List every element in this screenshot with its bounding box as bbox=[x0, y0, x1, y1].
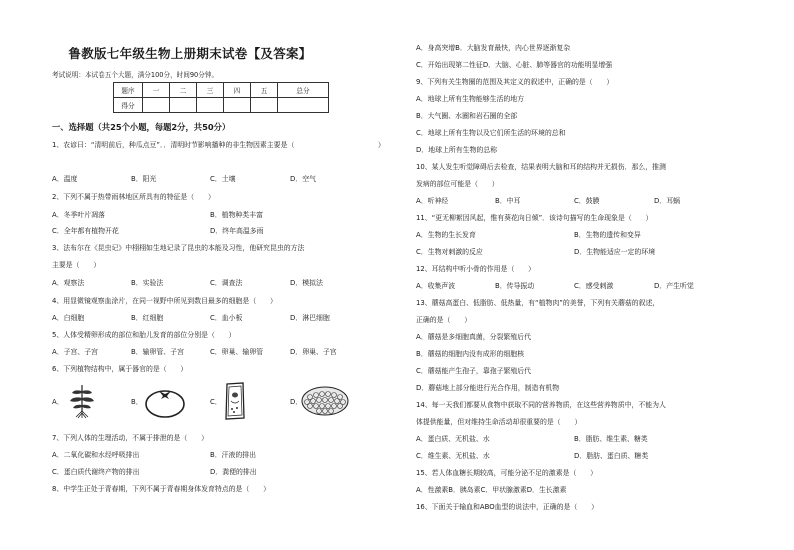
choice: B． bbox=[131, 398, 143, 406]
choice: A．二氧化碳和水经呼吸排出 bbox=[52, 451, 140, 459]
choice: B．输卵管、子宫 bbox=[131, 348, 184, 356]
tomato-icon bbox=[143, 385, 187, 419]
section-heading: 一、选择题（共25个小题，每题2分，共50分） bbox=[52, 122, 231, 132]
score-row-label: 得分 bbox=[114, 98, 143, 113]
choice: A．蛋白质、无机盐、水 bbox=[416, 435, 490, 443]
score-cell bbox=[224, 98, 251, 113]
question-stem: 正确的是（ ） bbox=[416, 316, 472, 324]
choice: A．观察法 bbox=[52, 279, 85, 287]
question-stem: 14、每一天我们都要从食物中获取不同的营养物质，在这些营养物质中，不能为人 bbox=[416, 401, 666, 409]
choice: C．土壤 bbox=[210, 175, 236, 183]
choice: B．红细胞 bbox=[131, 314, 164, 322]
question-stem: A．身高突增B．大脑发育最快，内心世界逐渐复杂 bbox=[416, 44, 571, 52]
choice: B．汗液的排出 bbox=[210, 451, 257, 459]
choice: B．传导振动 bbox=[495, 282, 535, 290]
choice: C．蛋白质代谢终产物的排出 bbox=[52, 468, 140, 476]
choice: A．温度 bbox=[52, 175, 78, 183]
choice: C．全年都有植物开花 bbox=[52, 227, 119, 235]
choice: A．听神经 bbox=[416, 197, 449, 205]
choice: D．粪便的排出 bbox=[210, 468, 257, 476]
choice: C．卵巢、输卵管 bbox=[210, 348, 264, 356]
exam-title: 鲁教版七年级生物上册期末试卷【及答案】 bbox=[68, 46, 312, 61]
choice: C．鼓膜 bbox=[574, 197, 600, 205]
choice: C．血小板 bbox=[210, 314, 243, 322]
question-stem: A．蘑菇是多细胞真菌，分裂繁殖后代 bbox=[416, 333, 531, 341]
choice: D．生物能适应一定的环境 bbox=[574, 248, 656, 256]
question-stem: 发病的部位可能是（ ） bbox=[416, 180, 499, 188]
score-header-cell: 一 bbox=[143, 83, 170, 98]
choice: D．耳蜗 bbox=[654, 197, 680, 205]
plant-icon bbox=[66, 383, 98, 419]
question-stem: 6、下列植物结构中，属于器官的是（ ） bbox=[52, 365, 188, 373]
choice: A．冬季叶片凋落 bbox=[52, 211, 105, 219]
choice: A． bbox=[52, 398, 64, 406]
question-stem: 体提供能量，但对维持生命活动却很重要的是（ ） bbox=[416, 418, 582, 426]
choice: C．调查法 bbox=[210, 279, 243, 287]
score-header-cell: 三 bbox=[197, 83, 224, 98]
question-stem: ） bbox=[378, 141, 385, 149]
choice: B．植物种类丰富 bbox=[210, 211, 263, 219]
choice: D．空气 bbox=[290, 175, 316, 183]
question-stem: C．地球上所有生物以及它们所生活的环境的总和 bbox=[416, 129, 566, 137]
choice: B．生物的遗传和变异 bbox=[574, 231, 641, 239]
question-stem: 16、下面关于输血和ABO血型的说法中，正确的是（ ） bbox=[416, 503, 598, 511]
exam-note: 考试说明：本试卷五个大题，满分100分，时间90分钟。 bbox=[52, 71, 219, 79]
choice: D．脂肪、蛋白质、糖类 bbox=[574, 452, 649, 460]
score-row bbox=[114, 98, 329, 113]
choice: D．卵巢、子宫 bbox=[290, 348, 337, 356]
question-stem: 15、若人体血糖长期较高，可能分泌不足的激素是（ ） bbox=[416, 469, 598, 477]
question-stem: 10、某人发生听觉障碍后去检查，结果表明大脑和耳的结构并无损伤．那么，推测 bbox=[416, 163, 666, 171]
question-stem: 1、农谚曰：“清明前后，种瓜点豆”．．清明时节影响播种的非生物因素主要是（ bbox=[52, 141, 295, 149]
question-stem: 5、人体受精卵形成的部位和胎儿发育的部位分别是（ ） bbox=[52, 331, 236, 339]
question-stem: 主要是（ ） bbox=[52, 261, 101, 269]
choice: D．模拟法 bbox=[290, 279, 323, 287]
question-stem: D．蘑菇地上部分能进行光合作用，制造有机物 bbox=[416, 384, 560, 392]
choice: C． bbox=[210, 398, 222, 406]
question-stem: C．蘑菇能产生孢子，靠孢子繁殖后代 bbox=[416, 367, 532, 375]
question-stem: B．大气圈、水圈和岩石圈的全部 bbox=[416, 112, 518, 120]
question-stem: 9、下列有关生物圈的范围及其定义的叙述中，正确的是（ ） bbox=[416, 78, 614, 86]
score-header-cell: 总分 bbox=[278, 83, 329, 98]
question-stem: 11、“更无柳絮因风起，惟有葵花向日倾”．该诗句描写的生命现象是（ ） bbox=[416, 214, 653, 222]
tissue-icon bbox=[300, 385, 350, 417]
choice: B．脂肪、维生素、糖类 bbox=[574, 435, 648, 443]
score-header-cell: 四 bbox=[224, 83, 251, 98]
choice: D．淋巴细胞 bbox=[290, 314, 330, 322]
choice: A．子宫、子宫 bbox=[52, 348, 99, 356]
question-stem: 12、耳结构中听小骨的作用是（ ） bbox=[416, 265, 536, 273]
question-stem: 2、下列不属于热带雨林地区所具有的特征是（ ） bbox=[52, 193, 215, 201]
question-stem: C．开始出现第二性征D．大脑、心脏、肺等器官的功能明显增强 bbox=[416, 61, 613, 69]
choice: D． bbox=[290, 398, 303, 406]
choice: B．阳光 bbox=[131, 175, 157, 183]
plant-cell-icon bbox=[224, 381, 246, 421]
choice: A．生物的生长发育 bbox=[416, 231, 476, 239]
choice: D．终年高温多雨 bbox=[210, 227, 264, 235]
question-stem: 8、中学生正处于青春期，下列不属于青春期身体发育特点的是（ ） bbox=[52, 485, 270, 493]
score-header-cell: 题序 bbox=[114, 83, 143, 98]
choice: C．维生素、无机盐、水 bbox=[416, 452, 490, 460]
score-header-row bbox=[114, 83, 329, 98]
question-stem: 3、法布尔在《昆虫记》中栩栩如生地记录了昆虫的本能及习性，他研究昆虫的方法 bbox=[52, 244, 305, 252]
choice: A．性激素B．胰岛素C．甲状腺激素D．生长激素 bbox=[416, 486, 567, 494]
score-cell bbox=[143, 98, 170, 113]
score-header-cell: 二 bbox=[170, 83, 197, 98]
score-cell bbox=[278, 98, 329, 113]
choice: B．中耳 bbox=[495, 197, 521, 205]
score-cell bbox=[170, 98, 197, 113]
question-stem: D．地球上所有生物的总称 bbox=[416, 146, 498, 154]
question-stem: 13、蘑菇高蛋白、低脂肪、低热量，有“植物肉”的美誉，下列有关蘑菇的叙述， bbox=[416, 299, 660, 307]
question-stem: 7、下列人体的生理活动，不属于排泄的是（ ） bbox=[52, 434, 208, 442]
choice: C．生物对刺激的反应 bbox=[416, 248, 483, 256]
choice: B．实验法 bbox=[131, 279, 164, 287]
choice: A．白细胞 bbox=[52, 314, 85, 322]
choice: A．收集声波 bbox=[416, 282, 456, 290]
question-stem: 4、用显微镜观察血涂片，在同一视野中所见到数目最多的细胞是（ ） bbox=[52, 297, 277, 305]
score-cell bbox=[197, 98, 224, 113]
score-table bbox=[113, 82, 329, 113]
score-cell bbox=[251, 98, 278, 113]
question-stem: B．蘑菇的细胞内没有成形的细胞核 bbox=[416, 350, 525, 358]
question-stem: A．地球上所有生物能够生活的地方 bbox=[416, 95, 525, 103]
choice: C．感受刺激 bbox=[574, 282, 614, 290]
score-header-cell: 五 bbox=[251, 83, 278, 98]
choice: D．产生听觉 bbox=[654, 282, 694, 290]
